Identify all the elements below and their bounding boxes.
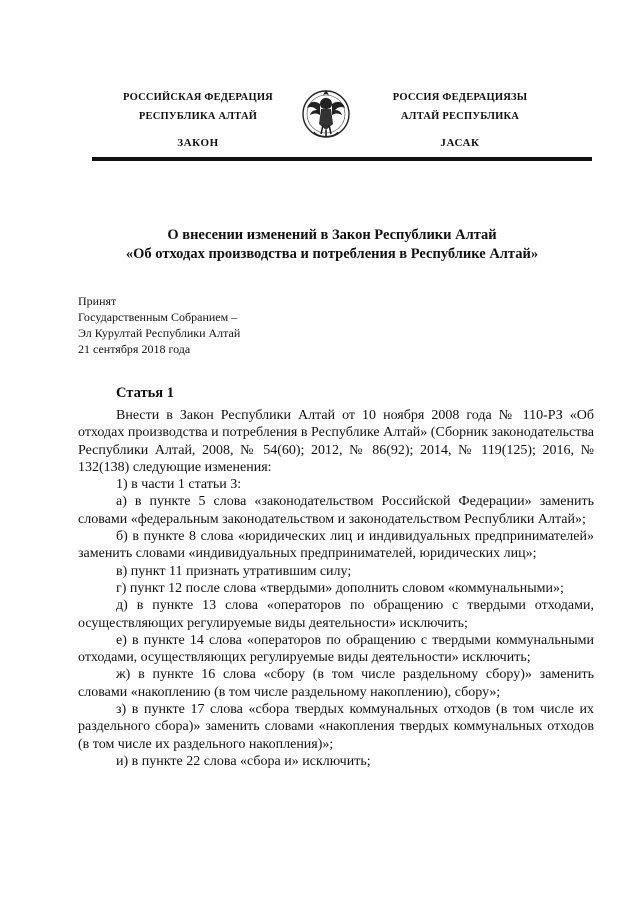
article-paragraph: а) в пункте 5 слова «законодательством Российской Федерации» заменить словами «федеральным законодательством и законодательством Республики Алтай»; — [78, 494, 594, 527]
article-paragraph: б) в пункте 8 слова «юридических лиц и индивидуальных предпринимателей» заменить словами «индивидуальных предпринимателей, юридических лиц»; — [78, 529, 594, 562]
article-paragraph: в) пункт 11 признать утратившим силу; — [116, 563, 352, 579]
coat-of-arms-emblem-icon — [300, 84, 352, 146]
adoption-info — [78, 293, 240, 357]
title-line-2: «Об отходах производства и потребления в Республике Алтай» — [125, 246, 539, 262]
header-left-country: РОССИЙСКАЯ ФЕДЕРАЦИЯ — [123, 92, 273, 103]
header-right-country: РОССИЯ ФЕДЕРАЦИЯЗЫ — [392, 92, 528, 103]
article-paragraph: е) в пункте 14 слова «операторов по обращению с твердыми коммунальными отходами, осуществляющих регулируемые виды деятельности» исключить; — [78, 632, 594, 666]
article-paragraph: Внести в Закон Республики Алтай от 10 ноября 2008 года № 110-РЗ «Об отходах производства и потребления в Республике Алтай» (Сборник законодательства Республики Алтай, 2008, № 54(60); 2012, № 86(92); 2014, № 119(125); 2016, № 132(138) следующие изменения: — [78, 408, 594, 475]
header-left-block — [108, 88, 288, 153]
header-divider — [92, 157, 592, 161]
article-body — [78, 407, 594, 770]
adoption-date: 21 сентября 2018 года — [78, 342, 191, 356]
adoption-line-3: Эл Курултай Республики Алтай — [78, 326, 241, 340]
header-right-republic: АЛТАЙ РЕСПУБЛИКА — [400, 111, 520, 122]
header-left-law: ЗАКОН — [177, 137, 219, 149]
title-line-1: О внесении изменений в Закон Республики Алтай — [167, 227, 497, 243]
article-paragraph: з) в пункте 17 слова «сбора твердых коммунальных отходов (в том числе их раздельного сбора)» заменить словами «накопления твердых коммунальных отходов (в том числе их раздельного накопления)»; — [78, 702, 594, 752]
article-paragraph: ж) в пункте 16 слова «сбору (в том числе раздельному сбору)» заменить словами «накоплению (в том числе раздельному накоплению), сбору»; — [78, 667, 594, 700]
header-right-law: JАСАК — [440, 137, 480, 149]
article-paragraph: д) в пункте 13 слова «операторов по обращению с твердыми отходами, осуществляющих регулируемые виды деятельности» исключить; — [78, 598, 594, 631]
article-paragraph: г) пункт 12 после слова «твердыми» дополнить словом «коммунальными»; — [116, 580, 564, 596]
header-right-block — [365, 88, 555, 153]
article-paragraph: 1) в части 1 статьи 3: — [116, 477, 242, 493]
adoption-line-1: Принят — [78, 294, 117, 308]
article-title: Статья 1 — [116, 385, 174, 401]
article-paragraph: и) в пункте 22 слова «сбора и» исключить; — [116, 753, 371, 769]
header-left-republic: РЕСПУБЛИКА АЛТАЙ — [138, 111, 258, 122]
document-title — [78, 226, 586, 264]
adoption-line-2: Государственным Собранием – — [78, 310, 238, 324]
